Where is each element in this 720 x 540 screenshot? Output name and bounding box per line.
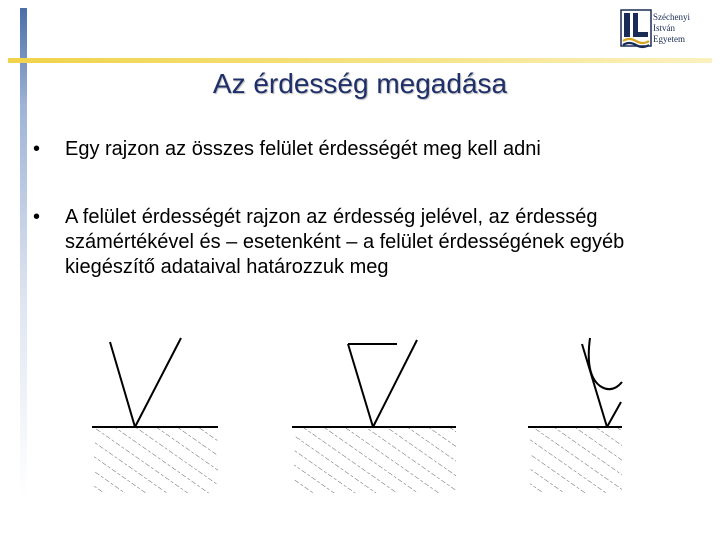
basic-roughness-symbol-icon	[92, 338, 218, 493]
bullet-text-2: A felület érdességét rajzon az érdesség jelével, az érdesség számértékével és – esetenként – a felület érdességének egyéb kiegészítő adataival határozzuk meg	[65, 206, 625, 278]
top-divider-line	[8, 58, 712, 63]
logo-text-line-2: István	[653, 23, 675, 33]
roughness-symbols-figure	[80, 330, 640, 500]
logo-text-line-1: Széchenyi	[653, 12, 690, 22]
university-logo	[620, 8, 712, 54]
no-material-removal-roughness-symbol-icon	[528, 338, 622, 493]
slide-title: Az érdesség megadása	[212, 68, 508, 99]
bullet-text-1: Egy rajzon az összes felület érdességét meg kell adni	[65, 138, 541, 160]
bullet-marker-2: •	[33, 206, 41, 228]
material-removal-roughness-symbol-icon	[292, 340, 456, 493]
logo-text-line-3: Egyetem	[653, 34, 685, 44]
university-logo-icon	[620, 8, 652, 52]
bullet-marker-1: •	[33, 138, 41, 160]
